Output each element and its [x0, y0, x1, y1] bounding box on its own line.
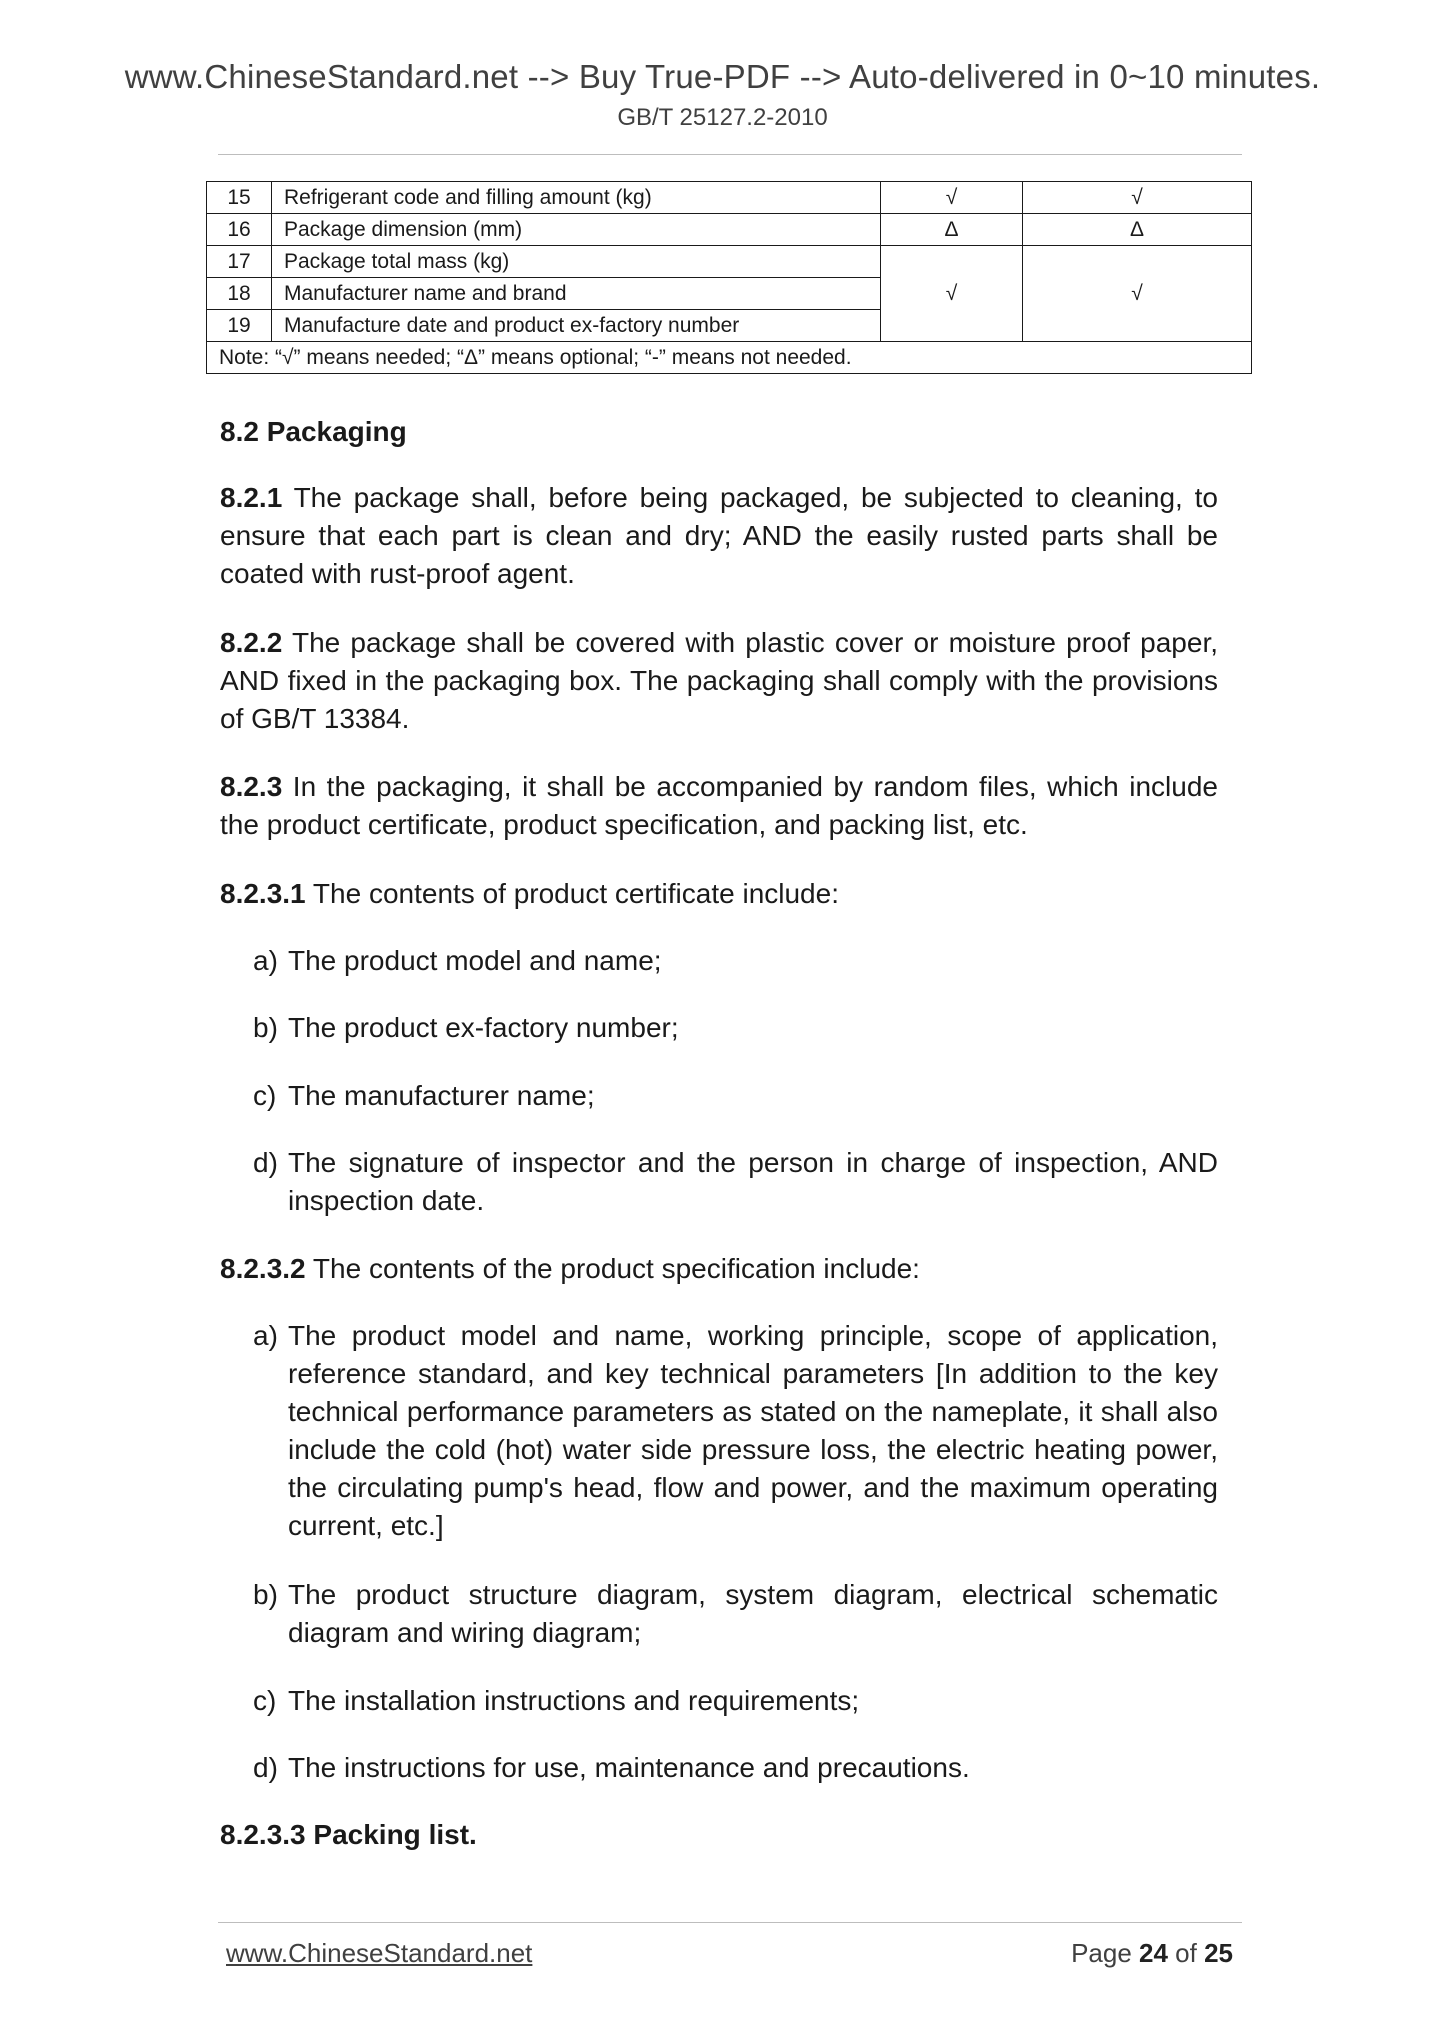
row-item: Package dimension (mm): [272, 214, 881, 246]
clause-number: 8.2.2: [220, 627, 283, 658]
page-total: 25: [1204, 1938, 1233, 1968]
list-item: [253, 1317, 1218, 1545]
list-item: [253, 1576, 1218, 1652]
row-mark: Δ: [1023, 214, 1252, 246]
list-text: The product structure diagram, system diagram, electrical schematic diagram and wiring diagram;: [288, 1579, 1218, 1648]
table-row: [207, 214, 1252, 246]
footer-site-link[interactable]: www.ChineseStandard.net: [226, 1938, 533, 1968]
list-text: The signature of inspector and the person in charge of inspection, AND inspection date.: [288, 1147, 1218, 1216]
footer-divider: [218, 1922, 1242, 1923]
list-item: [253, 1749, 1218, 1787]
row-mark: √: [881, 182, 1023, 214]
row-item: Manufacturer name and brand: [272, 278, 881, 310]
table-row: [207, 182, 1252, 214]
clause-number: 8.2.1: [220, 482, 283, 513]
list-item: [253, 1144, 1218, 1220]
clause-text: In the packaging, it shall be accompanied by random files, which include the product certificate, product specification, and packing list, etc.: [220, 771, 1218, 840]
clause-text: The contents of product certificate include:: [305, 878, 839, 909]
list-label: a): [253, 945, 278, 976]
list-text: The instructions for use, maintenance and precautions.: [288, 1752, 970, 1783]
page-current: 24: [1139, 1938, 1168, 1968]
row-item: Manufacture date and product ex-factory number: [272, 310, 881, 342]
table-note: Note: “√” means needed; “Δ” means optional; “-” means not needed.: [207, 342, 1252, 374]
row-number: 17: [207, 246, 272, 278]
list-text: The installation instructions and requirements;: [288, 1685, 860, 1716]
row-mark: Δ: [881, 214, 1023, 246]
clause-8-2-2: [220, 624, 1218, 738]
row-item: Package total mass (kg): [272, 246, 881, 278]
list-item: [253, 1009, 1218, 1047]
list-item: [253, 942, 1218, 980]
list-label: c): [253, 1080, 277, 1111]
clause-text: The package shall, before being packaged, be subjected to cleaning, to ensure that each part is clean and dry; AND the easily rusted parts shall be coated with rust-proof agent.: [220, 482, 1218, 589]
list-item: [253, 1077, 1218, 1115]
list-text: The product model and name, working principle, scope of application, reference standard, and key technical parameters [In addition to the key technical performance parameters as stated on the nameplate, it shall also include the cold (hot) water side pressure loss, the electric heating power, the circulating pump's head, flow and power, and the maximum operating current, etc.]: [288, 1320, 1218, 1541]
standard-id: GB/T 25127.2-2010: [617, 104, 828, 131]
header-divider: [218, 154, 1242, 155]
row-number: 16: [207, 214, 272, 246]
clause-8-2-3-2: [220, 1250, 1218, 1288]
row-item: Refrigerant code and filling amount (kg): [272, 182, 881, 214]
clause-number: 8.2.3: [220, 771, 283, 802]
list-label: d): [253, 1147, 278, 1178]
row-mark: √: [881, 246, 1023, 342]
clause-number: 8.2.3.2: [220, 1253, 306, 1284]
clause-number: 8.2.3.1: [220, 878, 306, 909]
list-text: The product ex-factory number;: [288, 1012, 679, 1043]
row-number: 15: [207, 182, 272, 214]
list-label: d): [253, 1752, 278, 1783]
row-mark: √: [1023, 246, 1252, 342]
list-label: b): [253, 1579, 278, 1610]
table-note-row: [207, 342, 1252, 374]
section-heading-8-2: 8.2 Packaging: [220, 416, 407, 447]
row-number: 18: [207, 278, 272, 310]
row-number: 19: [207, 310, 272, 342]
clause-8-2-3-1: [220, 875, 1218, 913]
clause-8-2-1: [220, 479, 1218, 593]
list-label: c): [253, 1685, 277, 1716]
requirements-table: [206, 181, 1252, 374]
list-label: b): [253, 1012, 278, 1043]
page-indicator: [1071, 1938, 1233, 1969]
clause-8-2-3: [220, 768, 1218, 844]
table-row: [207, 246, 1252, 278]
header-banner: www.ChineseStandard.net --> Buy True-PDF --> Auto-delivered in 0~10 minutes.: [124, 58, 1321, 95]
section-heading-8-2-3-3: 8.2.3.3 Packing list.: [220, 1819, 477, 1850]
row-mark: √: [1023, 182, 1252, 214]
clause-text: The package shall be covered with plastic cover or moisture proof paper, AND fixed in the packaging box. The packaging shall comply with the provisions of GB/T 13384.: [220, 627, 1218, 734]
clause-text: The contents of the product specification include:: [305, 1253, 920, 1284]
list-text: The manufacturer name;: [288, 1080, 595, 1111]
page-prefix: Page: [1071, 1938, 1140, 1968]
list-text: The product model and name;: [288, 945, 662, 976]
list-label: a): [253, 1320, 278, 1351]
page-of: of: [1167, 1938, 1205, 1968]
list-item: [253, 1682, 1218, 1720]
